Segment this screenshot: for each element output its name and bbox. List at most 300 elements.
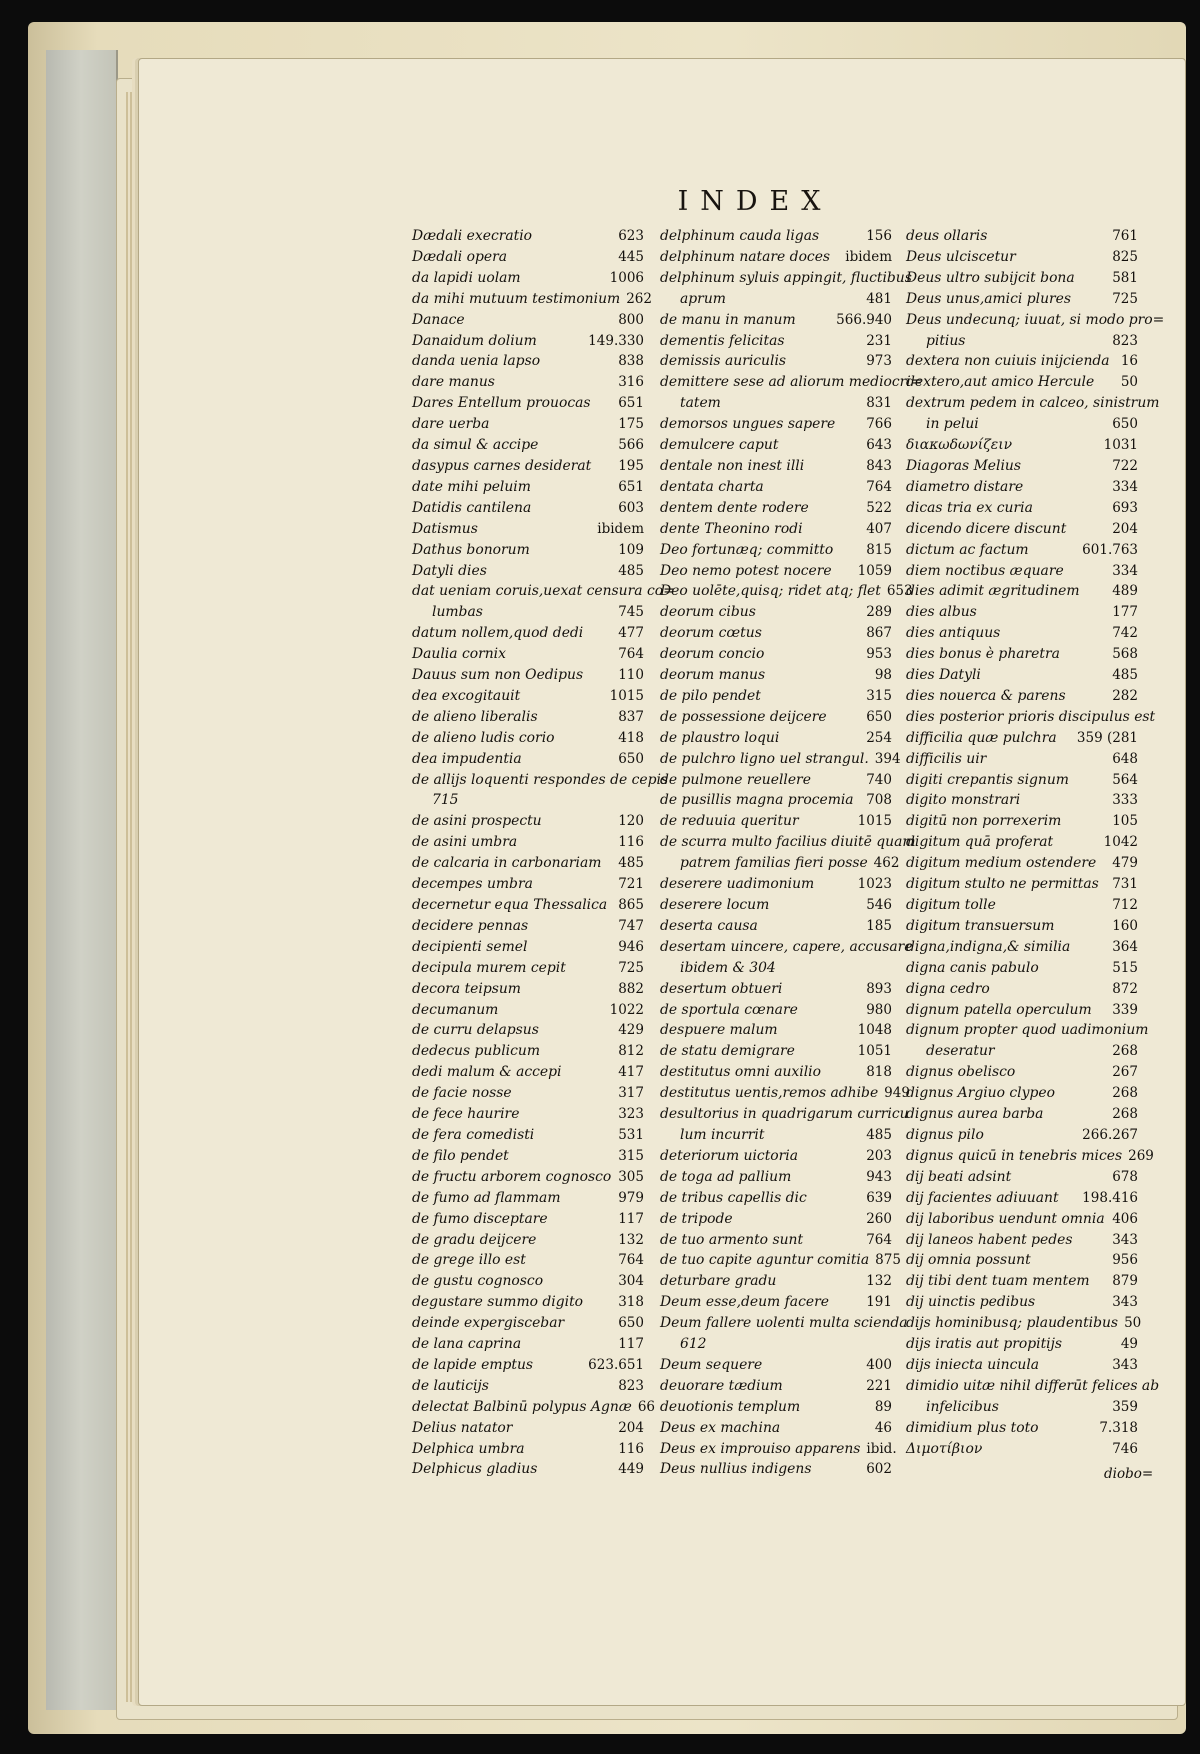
index-entry — [906, 623, 1138, 644]
entry-page-number: 747 — [618, 917, 644, 934]
entry-page-number: 50 — [1124, 1315, 1142, 1332]
entry-page-number: 650 — [1112, 416, 1138, 433]
index-entry — [660, 1292, 892, 1313]
entry-page-number: 650 — [618, 750, 644, 767]
entry-term: de filo pendet — [412, 1147, 509, 1164]
entry-term: Dathus bonorum — [412, 541, 530, 558]
index-entry — [660, 1167, 892, 1188]
index-entry — [660, 1271, 892, 1292]
entry-page-number: 221 — [866, 1377, 892, 1394]
entry-page-number: 815 — [866, 541, 892, 558]
entry-term: delectat Balbinū polypus Agnæ — [412, 1398, 632, 1415]
entry-term-continuation: infelicibus — [926, 1398, 999, 1415]
entry-page-number: 160 — [1112, 917, 1138, 934]
entry-term: dextera non cuiuis inijcienda — [906, 353, 1110, 370]
entry-page-number: 359 — [1112, 1398, 1138, 1415]
index-entry — [412, 561, 644, 582]
entry-term: de lapide emptus — [412, 1356, 534, 1373]
index-entry — [906, 268, 1138, 289]
entry-page-number: 818 — [866, 1064, 892, 1081]
index-entry — [412, 770, 669, 812]
index-entry — [660, 310, 892, 331]
entry-page-number: 418 — [618, 729, 644, 746]
index-entry — [906, 289, 1138, 310]
entry-page-number: 515 — [1112, 959, 1138, 976]
index-entry — [660, 498, 892, 519]
page-edges — [126, 92, 138, 1702]
index-entry — [412, 1146, 644, 1167]
index-entry — [412, 226, 644, 247]
entry-term: de tuo armento sunt — [660, 1231, 804, 1248]
index-entry — [906, 1209, 1138, 1230]
entry-page-number: 149.330 — [588, 332, 644, 349]
entry-term: decora teipsum — [412, 980, 521, 997]
entry-page-number: 650 — [618, 1315, 644, 1332]
entry-term: dentata charta — [660, 478, 764, 495]
entry-term: dentem dente rodere — [660, 499, 809, 516]
entry-term: dij beati adsint — [906, 1168, 1012, 1185]
index-entry — [906, 1104, 1138, 1125]
index-entry — [412, 310, 644, 331]
entry-term: Deum esse,deum facere — [660, 1294, 829, 1311]
entry-term: Datyli dies — [412, 562, 487, 579]
entry-term: dedecus publicum — [412, 1043, 541, 1060]
entry-term: dijs iratis aut propitijs — [906, 1336, 1063, 1353]
entry-page-number: 946 — [618, 938, 644, 955]
index-entry — [412, 1334, 644, 1355]
entry-page-number: 485 — [618, 855, 644, 872]
entry-page-number: 268 — [1112, 1085, 1138, 1102]
entry-page-number — [886, 1334, 892, 1355]
index-entry — [412, 958, 644, 979]
entry-term-continuation: lumbas — [432, 604, 483, 621]
index-entry — [412, 1397, 656, 1418]
index-column-1 — [412, 226, 675, 1480]
index-entry — [660, 1355, 892, 1376]
index-entry — [412, 623, 644, 644]
entry-page-number: 7.318 — [1099, 1419, 1138, 1436]
index-entry — [906, 519, 1138, 540]
entry-page-number: 837 — [618, 708, 644, 725]
entry-page-number: 116 — [618, 834, 644, 851]
index-entry — [660, 1041, 892, 1062]
entry-page-number: 648 — [1112, 750, 1138, 767]
index-entry — [906, 477, 1138, 498]
index-entry — [412, 1062, 644, 1083]
entry-term: Delphica umbra — [412, 1440, 525, 1457]
index-entry — [660, 623, 892, 644]
entry-page-number: 304 — [618, 1273, 644, 1290]
entry-term: de plaustro loqui — [660, 729, 780, 746]
entry-term: Deum fallere uolenti multa scienda — [660, 1315, 908, 1332]
entry-page-number: ibid. — [866, 1440, 897, 1457]
entry-page-number: 268 — [1112, 1106, 1138, 1123]
entry-term: digito monstrari — [906, 792, 1021, 809]
entry-term: digna cedro — [906, 980, 990, 997]
entry-term: digna canis pabulo — [906, 959, 1039, 976]
entry-term: dij uinctis pedibus — [906, 1294, 1036, 1311]
entry-page-number: 1048 — [857, 1022, 892, 1039]
index-entry — [412, 1418, 644, 1439]
entry-term-continuation: in pelui — [926, 416, 979, 433]
entry-term: deorum manus — [660, 667, 766, 684]
entry-term: de gustu cognosco — [412, 1273, 544, 1290]
index-entry — [906, 1125, 1138, 1146]
entry-page-number: 875 — [875, 1252, 901, 1269]
index-entry — [660, 226, 892, 247]
entry-term: Deus ex machina — [660, 1419, 781, 1436]
index-entry — [412, 1376, 644, 1397]
index-entry — [660, 1397, 892, 1418]
entry-term: desertum obtueri — [660, 980, 783, 997]
entry-page-number: 838 — [618, 353, 644, 370]
index-entry — [906, 351, 1138, 372]
entry-page-number: 740 — [866, 771, 892, 788]
index-entry — [660, 247, 892, 268]
entry-term: Danace — [412, 311, 465, 328]
entry-term: Datidis cantilena — [412, 499, 532, 516]
entry-page-number: 477 — [618, 625, 644, 642]
entry-page-number: 601.763 — [1082, 541, 1138, 558]
entry-term: desertam uincere, capere, accusare — [660, 938, 913, 955]
entry-page-number: 761 — [1112, 228, 1138, 244]
entry-term: dementis felicitas — [660, 332, 785, 349]
entry-term: digitum stulto ne permittas — [906, 876, 1099, 893]
entry-page-number: 650 — [866, 708, 892, 725]
entry-page-number: 334 — [1112, 478, 1138, 495]
entry-term: dies Datyli — [906, 667, 981, 684]
entry-term: dextrum pedem in calceo, sinistrum — [906, 395, 1160, 412]
index-entry — [660, 268, 912, 310]
index-entry — [412, 477, 644, 498]
entry-page-number: 407 — [866, 520, 892, 537]
index-entry — [412, 1271, 644, 1292]
entry-term: dies albus — [906, 604, 977, 621]
entry-page-number: 1015 — [857, 813, 892, 830]
entry-page-number: 260 — [866, 1210, 892, 1227]
entry-term: Deus ulciscetur — [906, 248, 1016, 265]
index-entry — [906, 1313, 1142, 1334]
index-entry — [660, 414, 892, 435]
entry-term: de alieno liberalis — [412, 708, 538, 725]
entry-page-number: 16 — [1120, 353, 1138, 370]
entry-page-number: 267 — [1112, 1064, 1138, 1081]
entry-page-number: 49 — [1120, 1336, 1138, 1353]
index-entry — [660, 1230, 892, 1251]
index-entry — [906, 435, 1138, 456]
index-entry — [660, 435, 892, 456]
entry-term: deuorare tædium — [660, 1377, 783, 1394]
entry-term: de pulchro ligno uel strangul. — [660, 750, 869, 767]
entry-page-number: 893 — [866, 980, 892, 997]
entry-term: deserere locum — [660, 897, 770, 913]
entry-page-number: 445 — [618, 248, 644, 265]
index-entry — [412, 1041, 644, 1062]
entry-term: despuere malum — [660, 1022, 778, 1039]
entry-term: date mihi peluim — [412, 478, 531, 495]
index-entry — [412, 1355, 644, 1376]
entry-term-continuation: lum incurrit — [680, 1126, 765, 1143]
index-entry — [906, 1376, 1160, 1418]
entry-term: destitutus omni auxilio — [660, 1064, 821, 1081]
entry-term: de tuo capite aguntur comitia — [660, 1252, 870, 1269]
entry-term: deus ollaris — [906, 228, 988, 244]
entry-page-number: 973 — [866, 353, 892, 370]
entry-term: deserere uadimonium — [660, 876, 815, 893]
index-entry — [412, 393, 644, 414]
entry-page-number: 269 — [1128, 1147, 1154, 1164]
index-entry — [412, 1439, 644, 1460]
entry-term: Deus ex improuiso apparens — [660, 1440, 861, 1457]
index-entry — [412, 686, 644, 707]
entry-term: deorum cibus — [660, 604, 756, 621]
index-entry — [906, 561, 1138, 582]
entry-term: difficilis uir — [906, 750, 987, 767]
entry-term: dignus pilo — [906, 1126, 984, 1143]
entry-page-number — [638, 790, 644, 811]
entry-term: deuotionis templum — [660, 1398, 801, 1415]
entry-page-number: 156 — [866, 228, 892, 244]
entry-page-number: 566 — [618, 437, 644, 454]
entry-page-number: 203 — [866, 1147, 892, 1164]
index-entry — [412, 331, 644, 352]
entry-term: delphinum natare doces — [660, 248, 831, 265]
index-entry — [906, 853, 1138, 874]
index-entry — [906, 1167, 1138, 1188]
index-entry — [906, 937, 1138, 958]
entry-term: dictum ac factum — [906, 541, 1029, 558]
entry-term: dimidio uitæ nihil differūt felices ab — [906, 1377, 1160, 1394]
entry-term: de calcaria in carbonariam — [412, 855, 602, 872]
index-entry — [660, 1000, 892, 1021]
entry-page-number: 343 — [1112, 1294, 1138, 1311]
entry-term: Deus ultro subijcit bona — [906, 269, 1075, 286]
entry-term: dij laneos habent pedes — [906, 1231, 1073, 1248]
entry-page-number: 546 — [866, 897, 892, 913]
index-entry — [660, 665, 892, 686]
entry-term: de asini prospectu — [412, 813, 542, 830]
entry-term: de sportula cœnare — [660, 1001, 798, 1018]
entry-term: delphinum cauda ligas — [660, 228, 820, 244]
entry-term: dignus quicū in tenebris mices — [906, 1147, 1123, 1164]
entry-term: dignus aurea barba — [906, 1106, 1044, 1123]
index-entry — [412, 979, 644, 1000]
page-title: INDEX — [677, 186, 833, 217]
index-entry — [412, 665, 644, 686]
entry-term: decernetur equa Thessalica — [412, 897, 608, 913]
entry-page-number: 315 — [866, 687, 892, 704]
entry-page-number: 485 — [1112, 667, 1138, 684]
entry-term: Deum sequere — [660, 1356, 763, 1373]
index-entry — [412, 1000, 644, 1021]
index-entry — [660, 1459, 892, 1480]
index-entry — [906, 498, 1138, 519]
entry-page-number: 566.940 — [836, 311, 892, 328]
entry-page-number: 564 — [1112, 771, 1138, 788]
cover-spine-strip — [46, 50, 118, 1710]
entry-page-number: 1015 — [609, 687, 644, 704]
entry-page-number: 254 — [866, 729, 892, 746]
index-entry — [412, 916, 644, 937]
entry-term: de tripode — [660, 1210, 733, 1227]
entry-page-number: 117 — [618, 1210, 644, 1227]
entry-term: dignus obelisco — [906, 1064, 1016, 1081]
entry-term: decipienti semel — [412, 938, 528, 955]
entry-term-continuation: ibidem & 304 — [680, 959, 776, 976]
entry-term: deinde expergiscebar — [412, 1315, 565, 1332]
entry-page-number: 800 — [618, 311, 644, 328]
index-entry — [660, 644, 892, 665]
entry-term: dies bonus è pharetra — [906, 646, 1060, 663]
index-entry — [412, 289, 652, 310]
entry-term: Delphicus gladius — [412, 1461, 538, 1478]
entry-page-number: 831 — [866, 395, 892, 412]
index-entry — [412, 1292, 644, 1313]
index-entry — [906, 1334, 1138, 1355]
entry-term: dies adimit ægritudinem — [906, 583, 1080, 600]
index-entry — [660, 1376, 892, 1397]
entry-term: Diagoras Melius — [906, 457, 1021, 474]
index-entry — [660, 686, 892, 707]
entry-page-number: 46 — [874, 1419, 892, 1436]
entry-term: dare uerba — [412, 416, 490, 433]
index-entry — [906, 665, 1138, 686]
entry-term: decipula murem cepit — [412, 959, 566, 976]
entry-term: de gradu deijcere — [412, 1231, 537, 1248]
index-entry — [906, 372, 1138, 393]
index-entry — [412, 1167, 644, 1188]
entry-term: de fumo disceptare — [412, 1210, 548, 1227]
index-entry — [906, 832, 1138, 853]
entry-term: de pulmone reuellere — [660, 771, 811, 788]
entry-term: Dauus sum non Oedipus — [412, 667, 584, 684]
entry-page-number: 343 — [1112, 1356, 1138, 1373]
index-entry — [412, 1104, 644, 1125]
entry-page-number: 406 — [1112, 1210, 1138, 1227]
entry-term: destitutus uentis,remos adhibe — [660, 1085, 879, 1102]
index-entry — [660, 1418, 892, 1439]
entry-term: deorum cœtus — [660, 625, 762, 642]
entry-term: de tribus capellis dic — [660, 1189, 807, 1206]
entry-page-number: 823 — [618, 1377, 644, 1394]
entry-term: da mihi mutuum testimonium — [412, 290, 621, 307]
entry-page-number: 289 — [866, 604, 892, 621]
entry-term: digitum quā proferat — [906, 834, 1054, 851]
entry-page-number: 865 — [618, 897, 644, 913]
entry-page-number: 132 — [618, 1231, 644, 1248]
entry-page-number: 359 (281 — [1076, 729, 1138, 746]
entry-page-number: 177 — [1112, 604, 1138, 621]
index-entry — [906, 979, 1138, 1000]
entry-page-number: 315 — [618, 1147, 644, 1164]
entry-term: dente Theonino rodi — [660, 520, 803, 537]
entry-term: de fumo ad flammam — [412, 1189, 561, 1206]
index-entry — [412, 519, 644, 540]
index-entry — [660, 1250, 901, 1271]
entry-page-number: 343 — [1112, 1231, 1138, 1248]
index-entry — [412, 581, 675, 623]
entry-term: da lapidi uolam — [412, 269, 521, 286]
index-entry — [906, 728, 1138, 749]
index-entry — [906, 1000, 1138, 1021]
index-entry — [412, 1188, 644, 1209]
index-entry — [660, 832, 916, 874]
entry-page-number: 262 — [626, 290, 652, 307]
entry-page-number: 489 — [1112, 583, 1138, 600]
index-entry — [412, 874, 644, 895]
entry-term: dij tibi dent tuam mentem — [906, 1273, 1090, 1290]
entry-term: dimidium plus toto — [906, 1419, 1039, 1436]
entry-page-number: 485 — [618, 562, 644, 579]
entry-page-number: 721 — [618, 876, 644, 893]
index-entry — [660, 331, 892, 352]
index-entry — [906, 1271, 1138, 1292]
entry-term: dicas tria ex curia — [906, 499, 1033, 516]
entry-term: de pusillis magna procemia — [660, 792, 854, 809]
index-entry — [412, 1209, 644, 1230]
entry-page-number: 1031 — [1103, 437, 1138, 454]
entry-page-number: 120 — [618, 813, 644, 830]
entry-term: de allijs loquenti respondes de cepis — [412, 771, 669, 788]
entry-term: deteriorum uictoria — [660, 1147, 799, 1164]
entry-term: de grege illo est — [412, 1252, 526, 1269]
entry-page-number: 764 — [618, 646, 644, 663]
index-entry — [660, 1104, 909, 1146]
entry-page-number: 712 — [1112, 897, 1138, 913]
entry-term: demorsos ungues sapere — [660, 416, 836, 433]
entry-page-number: 522 — [866, 499, 892, 516]
entry-term: de fece haurire — [412, 1106, 520, 1123]
entry-page-number: 812 — [618, 1043, 644, 1060]
index-entry — [660, 519, 892, 540]
entry-page-number: 417 — [618, 1064, 644, 1081]
entry-term: demissis auriculis — [660, 353, 787, 370]
index-entry — [906, 1292, 1138, 1313]
index-entry — [906, 1439, 1138, 1460]
entry-page-number: 110 — [618, 667, 644, 684]
index-entry — [660, 477, 892, 498]
entry-page-number: 1022 — [609, 1001, 644, 1018]
index-entry — [906, 1355, 1138, 1376]
entry-page-number: 481 — [866, 290, 892, 307]
entry-term: decidere pennas — [412, 917, 529, 934]
catchword: diobo= — [1104, 1466, 1154, 1482]
entry-term: Deus nullius indigens — [660, 1461, 812, 1478]
entry-term: dat ueniam coruis,uexat censura co= — [412, 583, 675, 600]
entry-page-number: 882 — [618, 980, 644, 997]
index-entry — [412, 1250, 644, 1271]
index-entry — [660, 790, 892, 811]
index-entry — [660, 770, 892, 791]
entry-page-number: 678 — [1112, 1168, 1138, 1185]
entry-term: delphinum syluis appingit, fluctibus — [660, 269, 912, 286]
entry-page-number: 333 — [1112, 792, 1138, 809]
index-entry — [660, 1062, 892, 1083]
index-entry — [660, 540, 892, 561]
index-entry — [906, 1062, 1138, 1083]
entry-page-number: 867 — [866, 625, 892, 642]
index-entry — [412, 435, 644, 456]
entry-term: Datismus — [412, 520, 478, 537]
entry-term: de possessione deijcere — [660, 708, 827, 725]
index-entry — [906, 1146, 1154, 1167]
entry-page-number: 266.267 — [1082, 1126, 1138, 1143]
index-entry — [906, 1418, 1138, 1439]
index-entry — [660, 1209, 892, 1230]
entry-term: Διμοτίβιον — [906, 1440, 983, 1457]
index-entry — [906, 958, 1138, 979]
entry-page-number: 1023 — [857, 876, 892, 893]
